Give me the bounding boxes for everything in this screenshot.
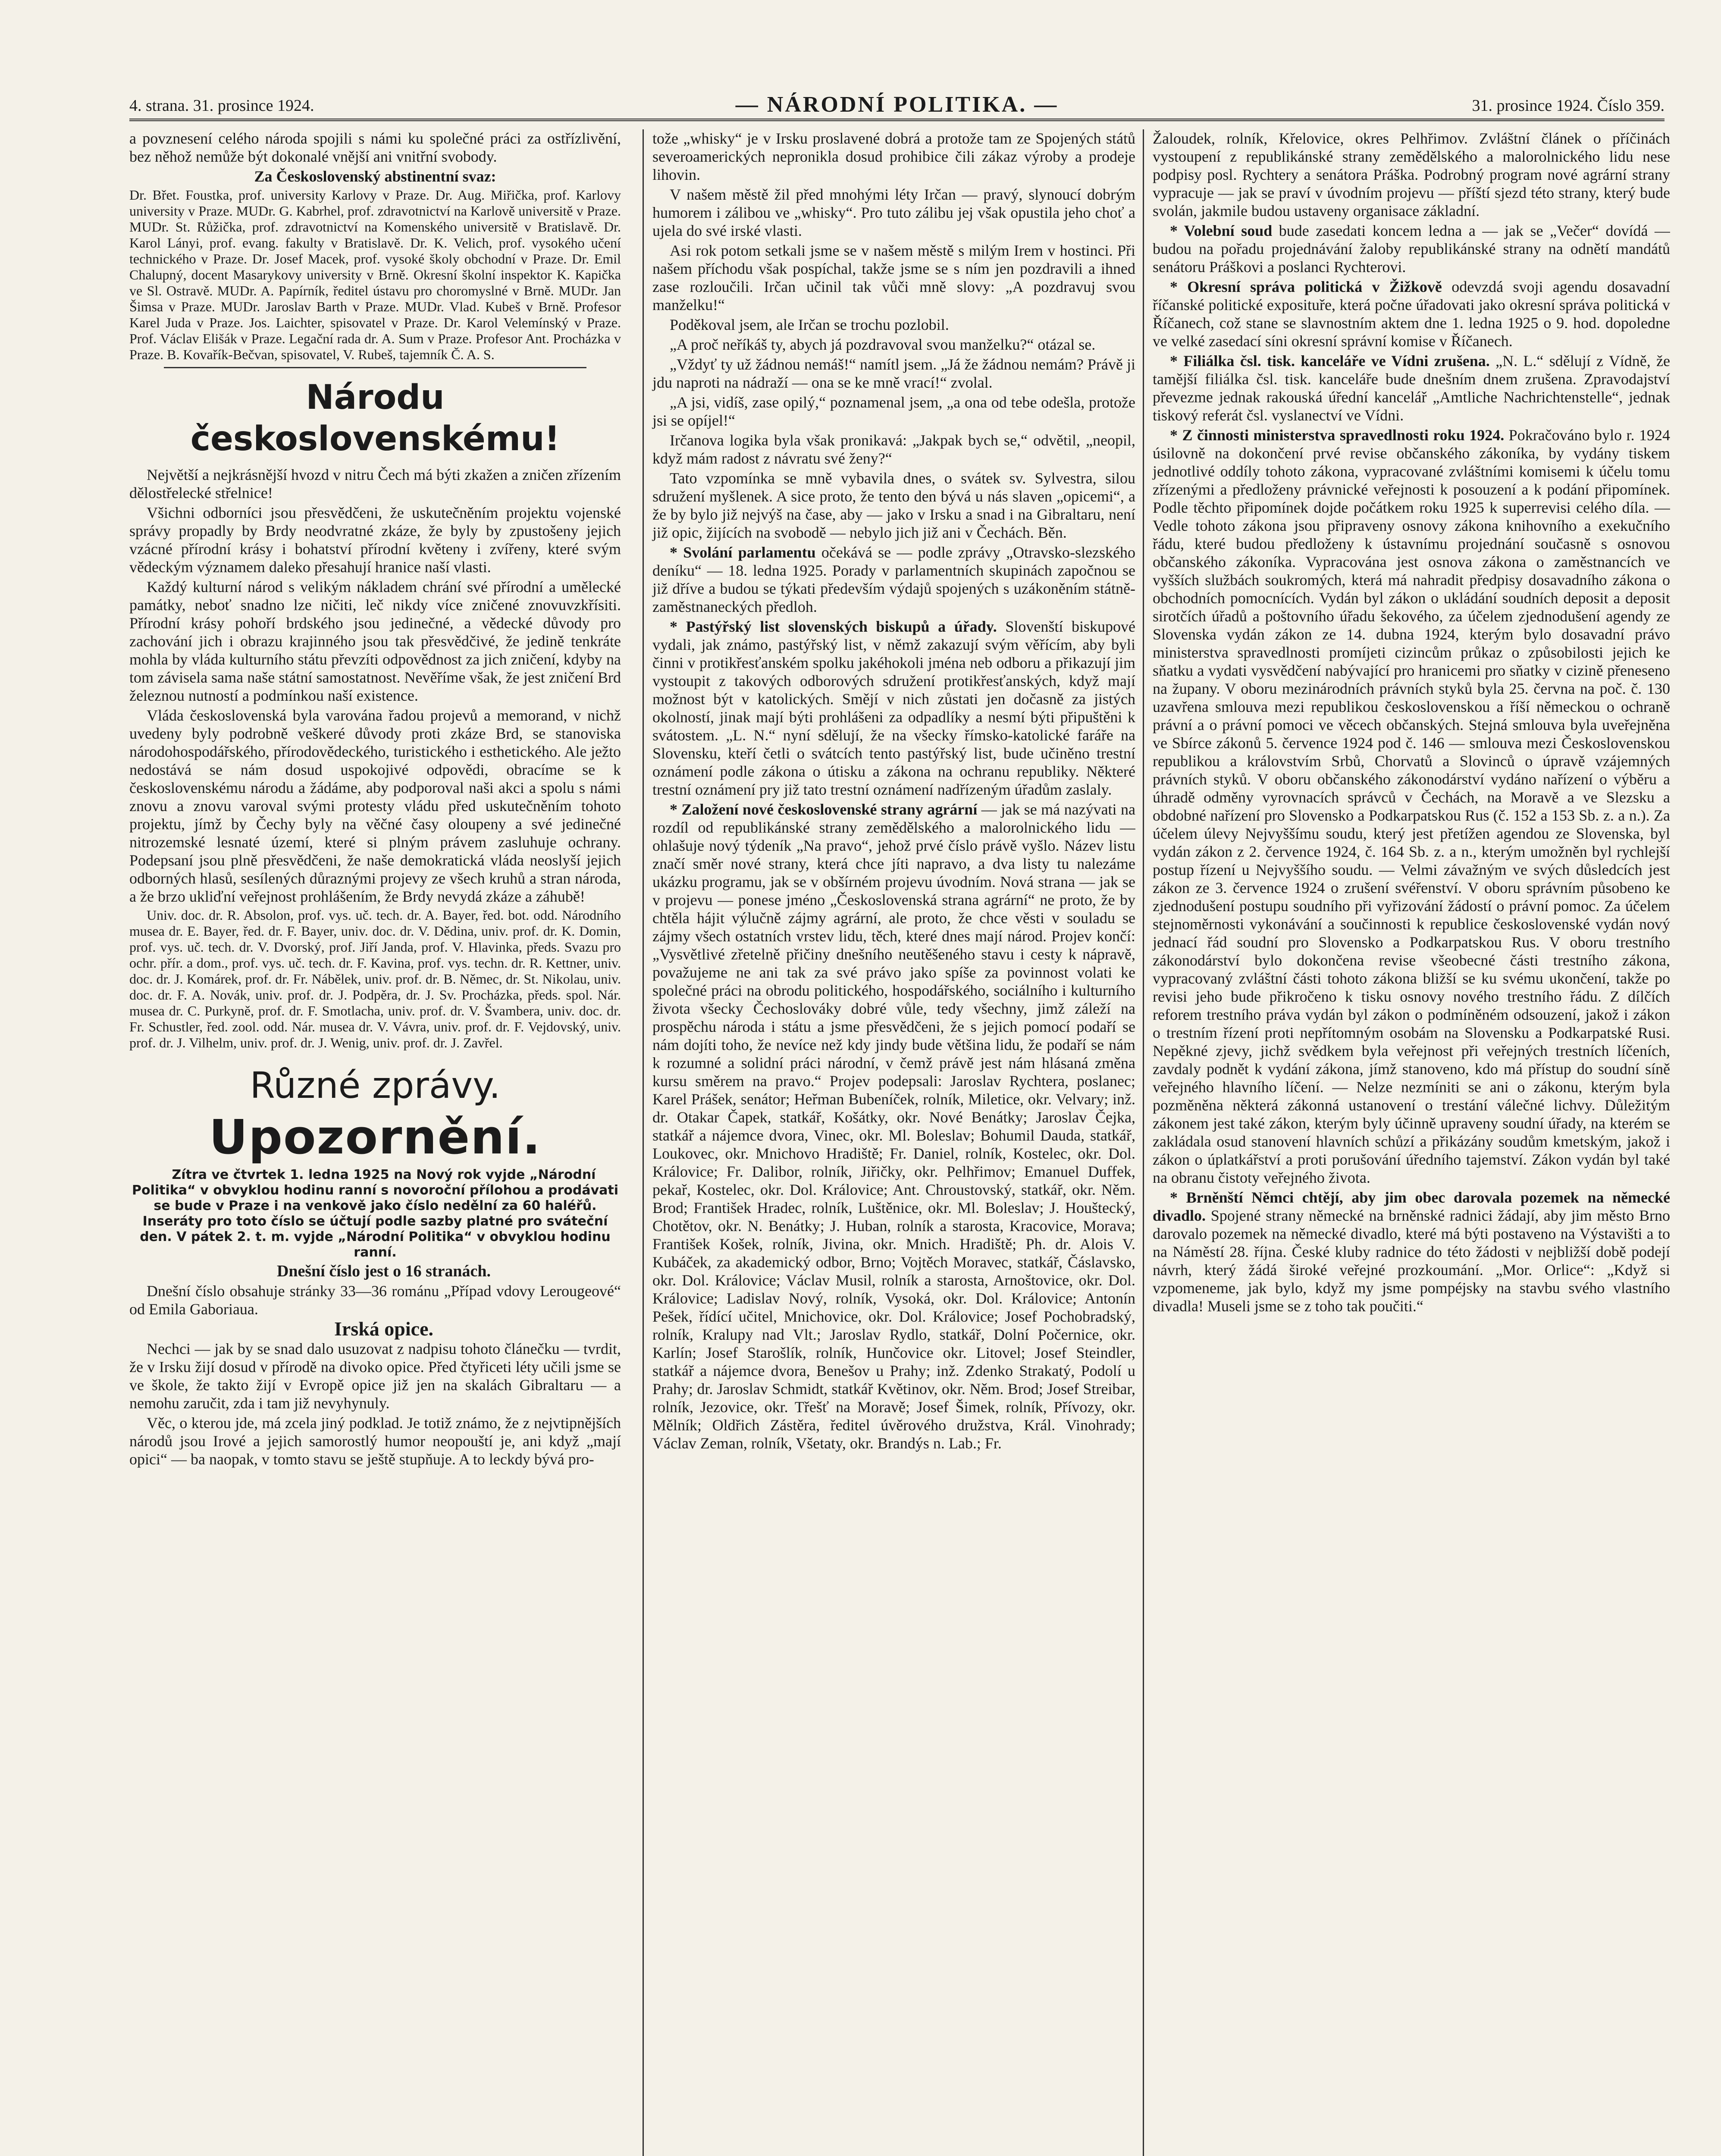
news-item-text: „N. L.“ sdělují z Vídně, že tamější filiálka čsl. tisk. kanceláře bude dnešním dnem zrušena. Zpravodajství převezme jednak rakouská úřední kancelář „Amtliche Nachrichtenstelle“, jednak tiskový referát čsl. vyslanectví ve Vídni. [1153,352,1670,424]
news-item-heading: * Volební soud [1170,222,1273,239]
abstinent-heading: Za Československý abstinentní svaz: [254,168,496,185]
narodu-paragraph: Největší a nejkrásnější hvozd v nitru Čech má býti zkažen a zničen zřízením dělostřelecké střelnice! [129,466,621,501]
irska-paragraph: Poděkoval jsem, ale Irčan se trochu pozlobil. [670,316,949,333]
upozorneni-text: Zítra ve čtvrtek 1. ledna 1925 na Nový rok vyjde „Národní Politika“ v obvyklou hodinu ranní s novoroční přílohou a prodávati se bude v Praze i na venkově jako číslo nedělní za 60 haléřů. Inseráty pro toto číslo se účtují podle sazby platné pro sváteční den. V pátek 2. t. m. vyjde „Národní Politika“ v obvyklou hodinu ranní. [132,1167,618,1260]
narodu-signatories: Univ. doc. dr. R. Absolon, prof. vys. uč. tech. dr. A. Bayer, řed. bot. odd. Národního musea dr. E. Bayer, řed. dr. F. Bayer, univ. doc. dr. V. Dědina, univ. prof. dr. K. Domin, prof. vys. uč. tech. dr. V. Dvorský, prof. Jiří Janda, prof. V. Hlavinka, předs. Svazu pro ochr. přír. a dom., prof. vys. uč. tech. dr. F. Kavina, prof. vys. techn. dr. R. Kettner, univ. doc. dr. J. Komárek, prof. dr. Fr. Nábělek, univ. prof. dr. B. Němec, dr. St. Nikolau, univ. doc. dr. F. A. Novák, univ. prof. dr. J. Podpěra, dr. J. Sv. Procházka, předs. spol. Nár. musea dr. C. Purkyně, prof. dr. F. Smotlacha, univ. prof. dr. V. Švambera, univ. doc. dr. Fr. Schustler, řed. zool. odd. Nár. musea dr. V. Vávra, univ. prof. dr. F. Vejdovský, univ. prof. dr. J. Vilhelm, univ. prof. dr. J. Wenig, univ. prof. dr. J. Zavřel. [129,907,621,1050]
news-item-heading: * Brněnští Němci chtějí, aby jim obec darovala pozemek na německé divadlo. [1153,1189,1670,1224]
dnesni-heading: Dnešní číslo jest o 16 stranách. [276,1262,491,1280]
news-item-cinnosti [1153,426,1670,1187]
irska-paragraph: Věc, o kterou jde, má zcela jiný podklad. Je totiž známo, že z nejvtipnějších národů jsou Irové a jejich samorostlý humor neopouští je, ani když „mají opici“ — ba naopak, v tomto stavu se ještě stupňuje. A to leckdy bývá pro- [129,1414,621,1468]
header-left: 4. strana. 31. prosince 1924. [129,97,314,115]
column-1 [129,129,621,2156]
narodu-paragraph: Vláda československá byla varována řadou projevů a memorand, v nichž uvedeny byly podrobně veškeré důvody proti zkáze Brd, se stanoviska národohospodářského, přírodovědeckého, turistického i esthetického. Ale ježto nedostává se nám dosud uspokojivé odpovědi, obracíme se k československému národu a žádáme, aby podporoval naši akci a spolu s námi znovu a znovu varoval svými protesty vládu před uskutečněním tohoto projektu, jímž by Čechy byly na věčné časy oloupeny a své jedinečné nitrozemské lesnaté území, které si plným právem zasluhuje ochrany. Podepsaní jsou plně přesvědčeni, že naše demokratická vláda neoslyší jejich odborných hlasů, sesílených důraznými projevy ze všech kruhů a stran národa, a že brzo ukliďní veřejnost prohlášením, že Brdy nevydá zkáze a záhubě! [129,707,621,905]
news-item-text: odevzdá svoji agendu dosavadní říčanské politické exposituře, která počne úřadovati jako okresní správa politická v Říčanech, což stane se slavnostním aktem dne 1. ledna 1925 o 9. hod. dopoledne ve velké zasedací síni okresní správní komise v Říčanech. [1153,278,1670,350]
news-item-text: — jak se má nazývati na rozdíl od republikánské strany zemědělského a malorolnického lidu — ohlašuje nový týdeník „Na pravo“, jehož prvé číslo právě vyšlo. Název listu značí směr nové strany, která chce jíti napravo, a dva listy tu nalezáme ukázku programu, jak se v obšírném projevu úvodním. Nová strana — jak se v projevu — ponese jméno „Československá strana agrární“ ne proto, že by chtěla hájit výlučně zájmy agrární, ale proto, že chce věsti v souladu se zájmy všech ostatních vrstev lidu, těch, které dnes mají národ. Projev končí: „Vysvětlivé zřetelně přičiny dnešního neutěšeného stavu i cesty k nápravě, považujeme ne ani tak za své právo jako spíše za povinnost volati ke společné práci na obrodu politického, hospodářského, sociálního i kulturního života všecky Čechoslováky dobré vůle, tedy všechny, jimž záleží na prospěchu národa i státu a jsme přesvědčeni, že s jejich pomocí podaří se nám dojíti toho, že nevíce než kdy jindy bude většina lidu, že podaří se nám k rozumné a solidní práci národní, v čemž právě jest nám hlásaná změna kursu směrem na pravo.“ Projev podepsali: Jaroslav Rychtera, poslanec; Karel Prášek, senátor; Heřman Bubeníček, rolník, Miletice, okr. Velvary; inž. dr. Otakar Čapek, statkář, Košátky, okr. Nové Benátky; Jaroslav Čejka, statkář a nájemce dvora, Vinec, okr. Ml. Boleslav; Bohumil Dauda, statkář, Loukovec, okr. Mnichovo Hradiště; Fr. Daniel, rolník, Kostelec, okr. Dol. Královice; Fr. Dalibor, rolník, Jiřičky, okr. Pelhřimov; Emanuel Duffek, pekař, Kostelec, okr. Dol. Královice; Ant. Chroustovský, statkář, okr. Něm. Brod; František Hradec, rolník, Luštěnice, okr. Ml. Boleslav; J. Houštecký, Chotětov, okr. N. Benátky; J. Huban, rolník a starosta, Kracovice, Morava; František Košek, rolník, Jivina, okr. Mnich. Hradiště; Ph. dr. Alois V. Kubáček, za akademický odbor, Brno; Vojtěch Moravec, statkář, Čáslavsko, okr. Dol. Královice; Václav Musil, rolník a starosta, Arnoštovice, okr. Dol. Královice; Ladislav Nový, rolník, Vysoká, okr. Dol. Královice; Antonín Pešek, řídící učitel, Mnichovice, okr. Dol. Královice; Josef Pochobradský, rolník, Kralupy nad Vlt.; Jaroslav Rydlo, statkář, Dolní Počernice, okr. Karlín; Josef Starošlík, rolník, Hunčovice okr. Litovel; Josef Steindler, statkář a nájemce dvora, Benešov u Prahy; inž. Zdenko Strakatý, Podolí u Prahy; dr. Jaroslav Schmidt, statkář Květinov, okr. Něm. Brod; Josef Streibar, rolník, Jezovice, okr. Třešť na Moravě; Josef Šimek, rolník, Přívozy, okr. Mělník; Oldřich Zástěra, ředitel úvěrového družstva, Král. Vinohrady; Václav Zeman, rolník, Všetaty, okr. Brandýs n. Lab.; Fr. [652,801,1135,1452]
news-item-heading: * Pastýřský list slovenských biskupů a úřady. [670,618,997,635]
news-item-heading: * Filiálka čsl. tisk. kanceláře ve Vídni zrušena. [1170,352,1490,370]
news-item-heading: * Svolání parlamentu [670,544,816,561]
news-item-volebni [1153,222,1670,276]
narodu-paragraph: Všichni odborníci jsou přesvědčeni, že uskutečněním projektu vojenské správy propadly by Brdy neodvratné zkáze, že byly by zpustošeny jejich vzácné přírodní krásy i bohatství přírodní květeny i zvířeny, které svým vědeckým významem daleko přesahují hranice naší vlasti. [129,504,621,576]
zalozeni-continued: Žaloudek, rolník, Křelovice, okres Pelhřimov. Zvláštní článek o příčinách vystoupení z republikánské strany zemědělského a malorolnického lidu nese podpisy posl. Rychtery a senátora Práška. Podrobný program nové agrární strany vypracuje — jak se praví v úvodním projevu — příští sjezd této strany, který bude svolán, jakmile budou ustaveny organisace základní. [1153,130,1670,219]
news-item-text: očekává se — podle zprávy „Otravsko-slezského deníku“ — 18. ledna 1925. Porady v parlamentních skupinách započnou se již dříve a budou se týkati především výdajů spojených s uzákoněním státně-zaměstnaneckých předloh. [652,544,1135,615]
page-header [129,88,1665,121]
intro-paragraph: a povznesení celého národa spojili s námi ku společné práci za ostřízlivění, bez něhož nemůže být dokonalé vnější ani vnitřní svobody. [129,130,621,165]
irska-heading: Irská opice. [334,1318,433,1340]
column-3 [1143,129,1670,2156]
header-right: 31. prosince 1924. Číslo 359. [1472,97,1665,115]
abstinent-signatories: Dr. Břet. Foustka, prof. university Karlovy v Praze. Dr. Aug. Miřička, prof. Karlovy university v Praze. MUDr. G. Kabrhel, prof. zdravotnictví na Karlově universitě v Praze. MUDr. St. Růžička, prof. zdravotnictví na Komenského universitě v Bratislavě. Dr. Karol Lányi, prof. evang. fakulty v Bratislavě. Dr. K. Velich, prof. vysokého učení technického v Praze. Dr. Josef Macek, prof. vysoké školy obchodní v Praze. Dr. Emil Chalupný, docent Masarykovy university v Brně. Okresní školní inspektor K. Kapička ve Sl. Ostravě. MUDr. A. Papírník, ředitel ústavu pro choromyslné v Brně. MUDr. Jan Šimsa v Praze. MUDr. Jaroslav Barth v Praze. MUDr. Vlad. Kubeš v Brně. Profesor Karel Juda v Praze. Jos. Laichter, spisovatel v Praze. Dr. Karol Velemínský v Praze. Prof. Václav Elišák v Praze. Legační rada dr. A. Sum v Praze. Profesor Ant. Procházka v Praze. B. Kovařík-Bečvan, spisovatel, V. Rubeš, tajemník Č. A. S. [129,187,621,362]
masthead: — NÁRODNÍ POLITIKA. — [735,92,1059,117]
news-item-filialka [1153,352,1670,424]
news-item-heading: * Založení nové československé strany agrární [670,801,978,818]
news-item-okresni [1153,278,1670,350]
news-item-text: bude zasedati koncem ledna a — jak se „Večer“ dovídá — budou na pořadu projednávání žaloby republikánské strany na odnětí mandátů senátoru Práškovi a poslanci Rychterovi. [1153,222,1670,276]
news-item-heading: * Z činnosti ministerstva spravedlnosti roku 1924. [1170,426,1505,444]
news-item-text: Pokračováno bylo r. 1924 úsilovně na dokončení prvé revise občanského zákoníka, by vydány tiskem jednotlivé oddíly tohoto zákona, vypracované zvláštními komisemi k účelu tomu zřízenými a předloženy právnické veřejnosti k posouzení a k podání připomínek. Podle těchto připomínek dojde počátkem roku 1925 k superrevisi celého díla. — Vedle tohoto zákona jsou připraveny osnovy zákona knihovního a exekučního řádu, které budou předloženy k ústavnímu projednání současně s osnovou občanského zákoníka. Vypracována jest osnova zákona o zaměstnancích ve vyšších službách soukromých, která má nahradit předpisy dosavadního zákona o obchodních pomocnících. Vydán byl zákon o ukládání soudních deposit a deposit sirotčích úřadů a poštovního úřadu šekového, za účelem zjednodušení agendy ze Slovenska vydán zákon ze 14. dubna 1924, kterým bylo dosavadní právo ministerstva spravedlnosti promíjeti cizincům průkaz o způsobilosti jejich ke sňatku a vydati vysvědčení nabývající pro hranicemi pro sňatky v cizině přeneseno na župany. V oboru mezinárodních právních styků byla 25. června na poč. č. 130 uzavřena smlouva mezi republikou československou a říší německou o ochraně právní a o právní pomoci ve věcech občanských. Stejná smlouva byla uveřejněna ve Sbírce zákonů 5. července 1924 pod č. 146 — smlouva mezi Československou republikou a královstvím Srbů, Chorvatů a Slovinců o úpravě vzájemných právních styků. V oboru občanského zákonodárství vydáno nařízení o výběru a úhradě odměny vyrovnacích správců v Čechách, na Moravě a ve Slezsku a obdobné nařízení pro Slovensko a Podkarpatskou Rus (č. 152 a 153 Sb. z. a n.). Za účelem úlevy Nejvyššímu soudu, který jest přetížen agendou ze Slovenska, byl vydán zákon z 2. července 1924, č. 164 Sb. z. a n., kterým umožněn byl rychlejší postup řízení u Nejvyššího soudu. — Velmi závažným ve svých důsledcích jest zákon ze 3. července 1924 o zrušení svéřenství. V oboru správním působeno ke zjednodušení postupu soudního při vyřizování žádostí o právní pomoc. Za účelem stejnoměrnosti vykonávání a součinnosti k republice československé vydán nový jednací řád soudní pro Slovensko a Podkarpatskou Rus. V oboru trestního zákonodárství bylo dokončena revise všeobecné části trestního zákona, vypracovaný zvláštní části tohoto zákona bližší se ku svému ukončení, takže po revisi jeho bude přikročeno k tisku osnovy nového trestního řádu. Z dílčích reforem trestního práva vydán byl zákon o podmíněném odsouzení, jakož i zákon o trestním řízení proti nepřítomným osobám na Slovensku a Podkarpatské Rusi. Nepěkné zjevy, jichž svědkem byla veřejnost při veřejných trestních líčeních, zavdaly podnět k vydání zákona, jímž stanoveno, kdo má přístup do soudní síně veřejného hlavního líčení. — Nelze nezmíniti se ani o zákonu, kterým byla pozměněna některá zákonná ustanovení o trestání válečné lichvy. Důležitým zákonem jest také zákon, kterým byly účinně upraveny soudní úřady, na kterém se zakládala osud stanovení hlavních schůzí a přikázány soudům kmetským, jakož i zákon o úplatkářství a proti porušování úředního tajemství. Zákon vydán byl také na obranu čistoty veřejného života. [1153,426,1670,1186]
irska-paragraph: Tato vzpomínka se mně vybavila dnes, o svátek sv. Sylvestra, silou sdružení myšlenek. A sice proto, že tento den bývá u nás slaven „opicemi“, a že by bylo již nejvýš na čase, aby — jako v Irsku a snad i na Gibraltaru, není již opic, žijících na svobodě — nebylo jich již ani v Čechách. Běn. [652,470,1135,541]
dnesni-text: Dnešní číslo obsahuje stránky 33—36 románu „Případ vdovy Lerougeové“ od Emila Gaboriaua. [129,1282,621,1318]
news-item-pastyr [652,617,1135,799]
irska-paragraph: V našem městě žil před mnohými léty Irčan — pravý, slynoucí dobrým humorem i zálibou ve „whisky“. Pro tuto zálibu jej však opustila jeho choť a ujela do své irské vlasti. [652,186,1135,239]
irska-paragraph: Irčanova logika byla však pronikavá: „Jakpak bych se,“ odvětil, „neopil, když mám radost z návratu své ženy?“ [652,432,1135,467]
column-2 [643,129,1135,2156]
news-item-zalozeni [652,800,1135,1452]
irska-paragraph: Asi rok potom setkali jsme se v našem městě s milým Irem v hostinci. Při našem příchodu však pospíchal, takže jsme se s ním jen pozdravili a ihned zase rozloučili. Irčan učinil tak vůči mně slovy: „A pozdravuj svou manželku!“ [652,242,1135,313]
irska-paragraph: Nechci — jak by se snad dalo usuzovat z nadpisu tohoto článečku — tvrdit, že v Irsku žijí dosud v přírodě na divoko opice. Před čtyřiceti léty učili jsme se ve škole, že takto žijí v Evropě opice již jen na skalách Gibraltaru — a nemohu zaručit, zda i tam již nevyhynuly. [129,1340,621,1412]
narodu-title: Národu československému! [190,378,560,458]
news-item-heading: * Okresní správa politická v Žižkově [1170,278,1442,295]
ruzne-zpravy-title: Různé zprávy. [250,1064,501,1106]
news-item-svolani [652,543,1135,616]
narodu-paragraph: Každý kulturní národ s velikým nákladem chrání své přírodní a umělecké památky, neboť snadno lze ničiti, leč nikdy více zničené znovuvzkřísiti. Přírodní krásy pohoří brdského jsou jedinečné, a vědecké důvody pro zachování jich i obrazu krajinného jsou tak přesvědčivé, že jedině tenkráte mohla by vláda kulturního státu převzíti odpovědnost za jich zničení, kdyby na tom závisela sama naše státní samostatnost. Nevěříme však, že jest zničení Brd železnou nutností a podmínkou naší existence. [129,578,621,704]
news-item-brnensti [1153,1188,1670,1315]
irska-paragraph: tože „whisky“ je v Irsku proslavené dobrá a protože tam ze Spojených států severoamerických nepronikla dosud prohibice čili zákaz výroby a prodeje lihovin. [652,130,1135,183]
irska-paragraph: „A jsi, vidíš, zase opilý,“ poznamenal jsem, „a ona od tebe odešla, protože jsi se opíjel!“ [652,394,1135,429]
news-item-text: Slovenští biskupové vydali, jak známo, pastýřský list, v němž zakazují svým věřícím, aby byli činni v protikřesťanském spolku jakéhokoli jména neb odboru a přikazují jim vystoupit z takových odborových sdružení protikřesťanských, když mají možnost být v katolických. Smějí v nich zůstati jen dočasně za jistých okolností, jinak mají býti prohlášeni za odpadlíky a nesmí býti připuštěni k svátostem. „L. N.“ nyní sdělují, že na všecky římsko-katolické faráře na Slovensku, kteří četli o svátcích tento pastýřský list, bude učiněno trestní oznámení podle zákona o útisku a zákona na ochranu republiky. Některé trestní oznámení pry již tato trestní oznámení nadřízeným úřadům zaslaly. [652,618,1135,798]
divider [164,367,586,368]
irska-paragraph: „Vždyť ty už žádnou nemáš!“ namítl jsem. „Já že žádnou nemám? Právě ji jdu naproti na nádraží — ona se ke mně vrací!“ zvolal. [652,356,1135,391]
news-item-text: Spojené strany německé na brněnské radnici žádají, aby jim město Brno darovalo pozemek na německé divadlo, které má býti postaveno na Výstavišti a to na Náměstí 28. října. České kluby radnice do této žádosti v nejbližší době podejí návrh, který žádá široké veřejné prozkoumání. „Mor. Orlice“: „Když si vzpomeneme, jak bylo, když my jsme pompéjsky na stavbu svého vlastního divadla! Museli jsme se z toho tak poučiti.“ [1153,1207,1670,1315]
upozorneni-title: Upozornění. [209,1109,542,1165]
irska-paragraph: „A proč neříkáš ty, abych já pozdravoval svou manželku?“ otázal se. [670,336,1096,353]
